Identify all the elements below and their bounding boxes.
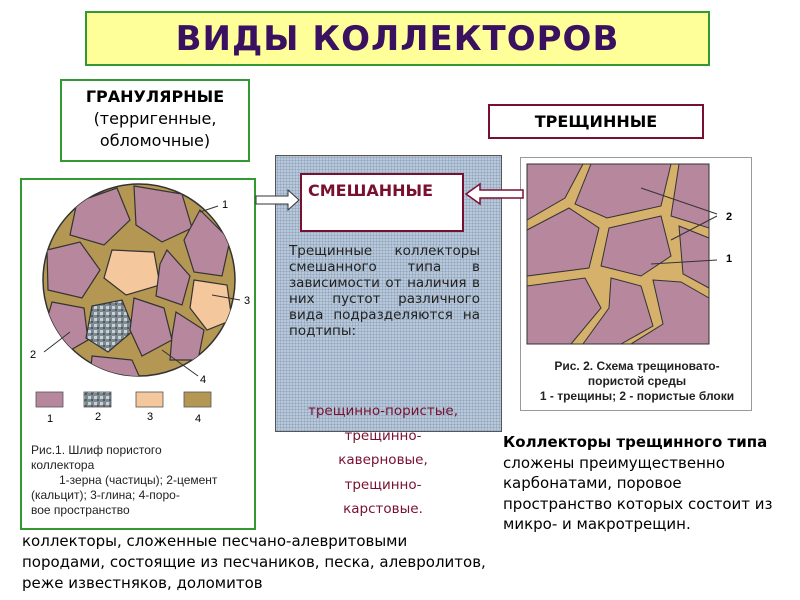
subtype-line: каверновые, <box>338 452 428 468</box>
fractured-heading: ТРЕЩИННЫЕ <box>534 112 658 131</box>
figure-2 <box>520 157 752 411</box>
granular-description: коллекторы, сложенные песчано-алевритовыми породами, состоящие из песчаников, песка, алевролитов, реже известняков, доломитов <box>22 532 486 592</box>
page-title: ВИДЫ КОЛЛЕКТОРОВ <box>175 18 620 59</box>
fig1-caption-line-2: (кальцит); 3-глина; 4-поро- <box>31 488 180 502</box>
fig1-caption-title: Рис.1. Шлиф пористого <box>31 443 162 457</box>
fig1-callout-2: 2 <box>30 349 37 361</box>
fig1-caption-line-1: 1-зерна (частицы); 2-цемент <box>59 473 218 487</box>
legend-swatch-grain <box>36 392 63 407</box>
fig1-caption-line-3: вое пространство <box>31 503 130 517</box>
granular-heading: ГРАНУЛЯРНЫЕ <box>85 87 225 106</box>
fig1-caption-title-2: коллектора <box>31 458 95 472</box>
legend-swatch-calcite <box>84 392 111 407</box>
figure-1 <box>20 178 256 530</box>
fig1-callout-1: 1 <box>222 199 229 211</box>
subtype-line: трещинно-пористые, <box>308 403 458 419</box>
mixed-description: Трещинные коллекторы смешанного типа в зависимости от наличия в них пустот различного вида подразделяются на подтипы: <box>289 243 480 339</box>
fractured-description-bold: Коллекторы трещинного типа <box>503 433 768 451</box>
granular-box <box>60 79 250 162</box>
fig2-caption-line-2: пористой среды <box>587 374 687 388</box>
fig2-caption-line-1: Рис. 2. Схема трещиновато- <box>554 359 720 373</box>
fig1-callout-3: 3 <box>244 295 251 307</box>
fig1-callout-4: 4 <box>200 374 207 386</box>
subtype-line: трещинно- <box>344 427 422 444</box>
fractured-box <box>488 104 704 139</box>
fig2-caption-line-3: 1 - трещины; 2 - пористые блоки <box>539 389 735 403</box>
fig2-callout-2: 2 <box>726 211 733 223</box>
title-box <box>85 11 710 66</box>
legend-swatch-clay <box>136 392 163 407</box>
legend-label-1: 1 <box>47 413 54 425</box>
legend-label-4: 4 <box>195 413 202 425</box>
legend-label-2: 2 <box>95 411 102 423</box>
fractured-description <box>503 432 773 535</box>
legend-label-3: 3 <box>147 411 154 423</box>
fractured-description-rest: сложены преимущественно карбонатами, поровое пространство которых состоит из микро- и макротрещин. <box>503 453 773 533</box>
legend-swatch-pore <box>184 392 211 407</box>
granular-sub-2: обломочные) <box>99 131 211 150</box>
granular-sub-1: (терригенные, <box>93 109 217 128</box>
fig2-callout-1: 1 <box>726 253 733 265</box>
mixed-subtypes <box>285 399 481 522</box>
fig1-caption <box>31 443 253 518</box>
mixed-heading: СМЕШАННЫЕ <box>308 181 434 200</box>
fig2-caption <box>529 359 745 404</box>
subtype-line: карстовые. <box>343 501 423 517</box>
mixed-heading-box <box>300 173 464 232</box>
subtype-line: трещинно- <box>344 476 422 493</box>
